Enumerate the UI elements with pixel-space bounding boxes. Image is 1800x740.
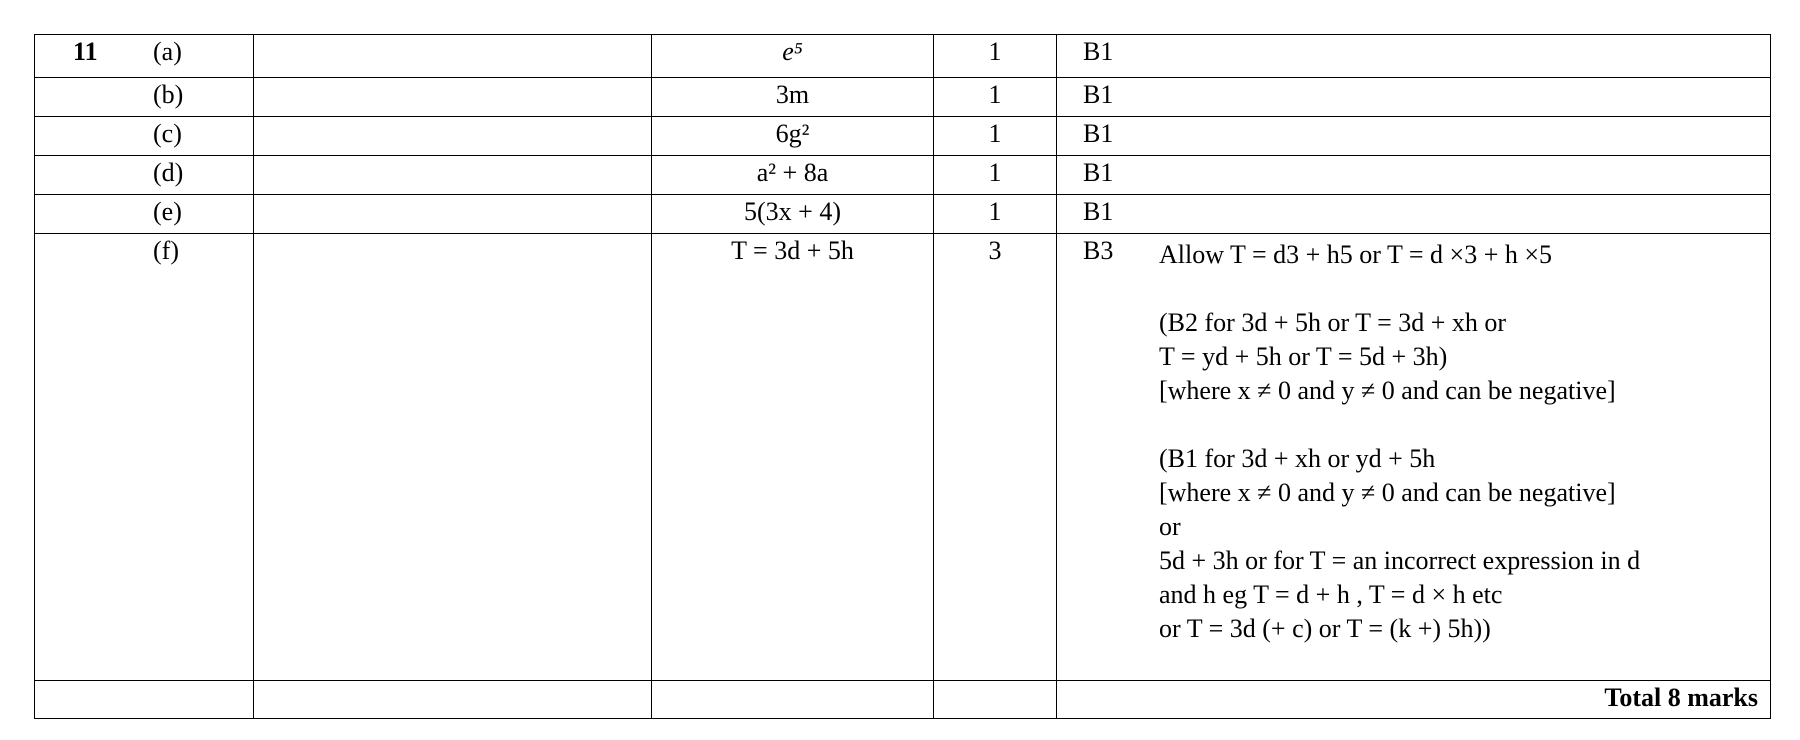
mark-cell: 1 bbox=[934, 195, 1057, 234]
notes-cell bbox=[1057, 234, 1771, 681]
part-label: (d) bbox=[153, 158, 184, 187]
marking-notes bbox=[1159, 238, 1760, 646]
notes-cell bbox=[1057, 117, 1771, 156]
mark-cell: 1 bbox=[934, 35, 1057, 78]
table-row bbox=[35, 234, 1771, 681]
empty-cell bbox=[652, 681, 934, 719]
note-line: or bbox=[1159, 512, 1181, 541]
part-label: (a) bbox=[153, 37, 182, 66]
empty-cell bbox=[934, 681, 1057, 719]
note-line: [where x ≠ 0 and y ≠ 0 and can be negative] bbox=[1159, 376, 1616, 405]
note-line: Allow T = d3 + h5 or T = d ×3 + h ×5 bbox=[1159, 240, 1553, 269]
mark-code: B3 bbox=[1083, 236, 1114, 265]
part-label: (b) bbox=[153, 80, 184, 109]
mark-cell: 1 bbox=[934, 78, 1057, 117]
total-marks: Total 8 marks bbox=[1057, 681, 1771, 719]
mark-cell: 1 bbox=[934, 117, 1057, 156]
empty-cell bbox=[254, 681, 652, 719]
mark-code: B1 bbox=[1083, 37, 1114, 66]
note-line: or T = 3d (+ c) or T = (k +) 5h)) bbox=[1159, 614, 1491, 643]
note-line: 5d + 3h or for T = an incorrect expression in d bbox=[1159, 546, 1641, 575]
mark-code: B1 bbox=[1083, 119, 1114, 148]
working-cell bbox=[254, 117, 652, 156]
question-part-cell bbox=[35, 35, 254, 78]
question-number: 11 bbox=[73, 37, 98, 66]
mark-code: B1 bbox=[1083, 197, 1114, 226]
question-part-cell bbox=[35, 234, 254, 681]
part-label: (f) bbox=[153, 236, 179, 265]
table-row bbox=[35, 156, 1771, 195]
answer-cell: T = 3d + 5h bbox=[652, 234, 934, 681]
mark-code: B1 bbox=[1083, 158, 1114, 187]
answer-cell: 3m bbox=[652, 78, 934, 117]
empty-cell bbox=[35, 681, 254, 719]
note-spacer bbox=[1159, 272, 1760, 306]
table-row bbox=[35, 35, 1771, 78]
note-line: [where x ≠ 0 and y ≠ 0 and can be negative] bbox=[1159, 478, 1616, 507]
working-cell bbox=[254, 195, 652, 234]
notes-cell bbox=[1057, 156, 1771, 195]
table-row bbox=[35, 78, 1771, 117]
note-spacer bbox=[1159, 408, 1760, 442]
working-cell bbox=[254, 156, 652, 195]
working-cell bbox=[254, 78, 652, 117]
working-cell bbox=[254, 35, 652, 78]
note-line: and h eg T = d + h , T = d × h etc bbox=[1159, 580, 1503, 609]
note-line: T = yd + 5h or T = 5d + 3h) bbox=[1159, 342, 1448, 371]
table-row bbox=[35, 117, 1771, 156]
answer-cell: 6g² bbox=[652, 117, 934, 156]
mark-cell: 3 bbox=[934, 234, 1057, 681]
question-part-cell bbox=[35, 195, 254, 234]
working-cell bbox=[254, 234, 652, 681]
notes-cell bbox=[1057, 78, 1771, 117]
question-part-cell bbox=[35, 156, 254, 195]
notes-cell bbox=[1057, 35, 1771, 78]
question-part-cell bbox=[35, 117, 254, 156]
mark-scheme-table bbox=[34, 34, 1771, 719]
mark-cell: 1 bbox=[934, 156, 1057, 195]
total-row bbox=[35, 681, 1771, 719]
table-row bbox=[35, 195, 1771, 234]
answer-text: e⁵ bbox=[782, 37, 803, 66]
answer-cell: 5(3x + 4) bbox=[652, 195, 934, 234]
part-label: (e) bbox=[153, 197, 182, 226]
answer-cell: a² + 8a bbox=[652, 156, 934, 195]
answer-cell bbox=[652, 35, 934, 78]
notes-cell bbox=[1057, 195, 1771, 234]
question-part-cell bbox=[35, 78, 254, 117]
part-label: (c) bbox=[153, 119, 182, 148]
mark-code: B1 bbox=[1083, 80, 1114, 109]
note-line: (B2 for 3d + 5h or T = 3d + xh or bbox=[1159, 308, 1507, 337]
note-line: (B1 for 3d + xh or yd + 5h bbox=[1159, 444, 1436, 473]
